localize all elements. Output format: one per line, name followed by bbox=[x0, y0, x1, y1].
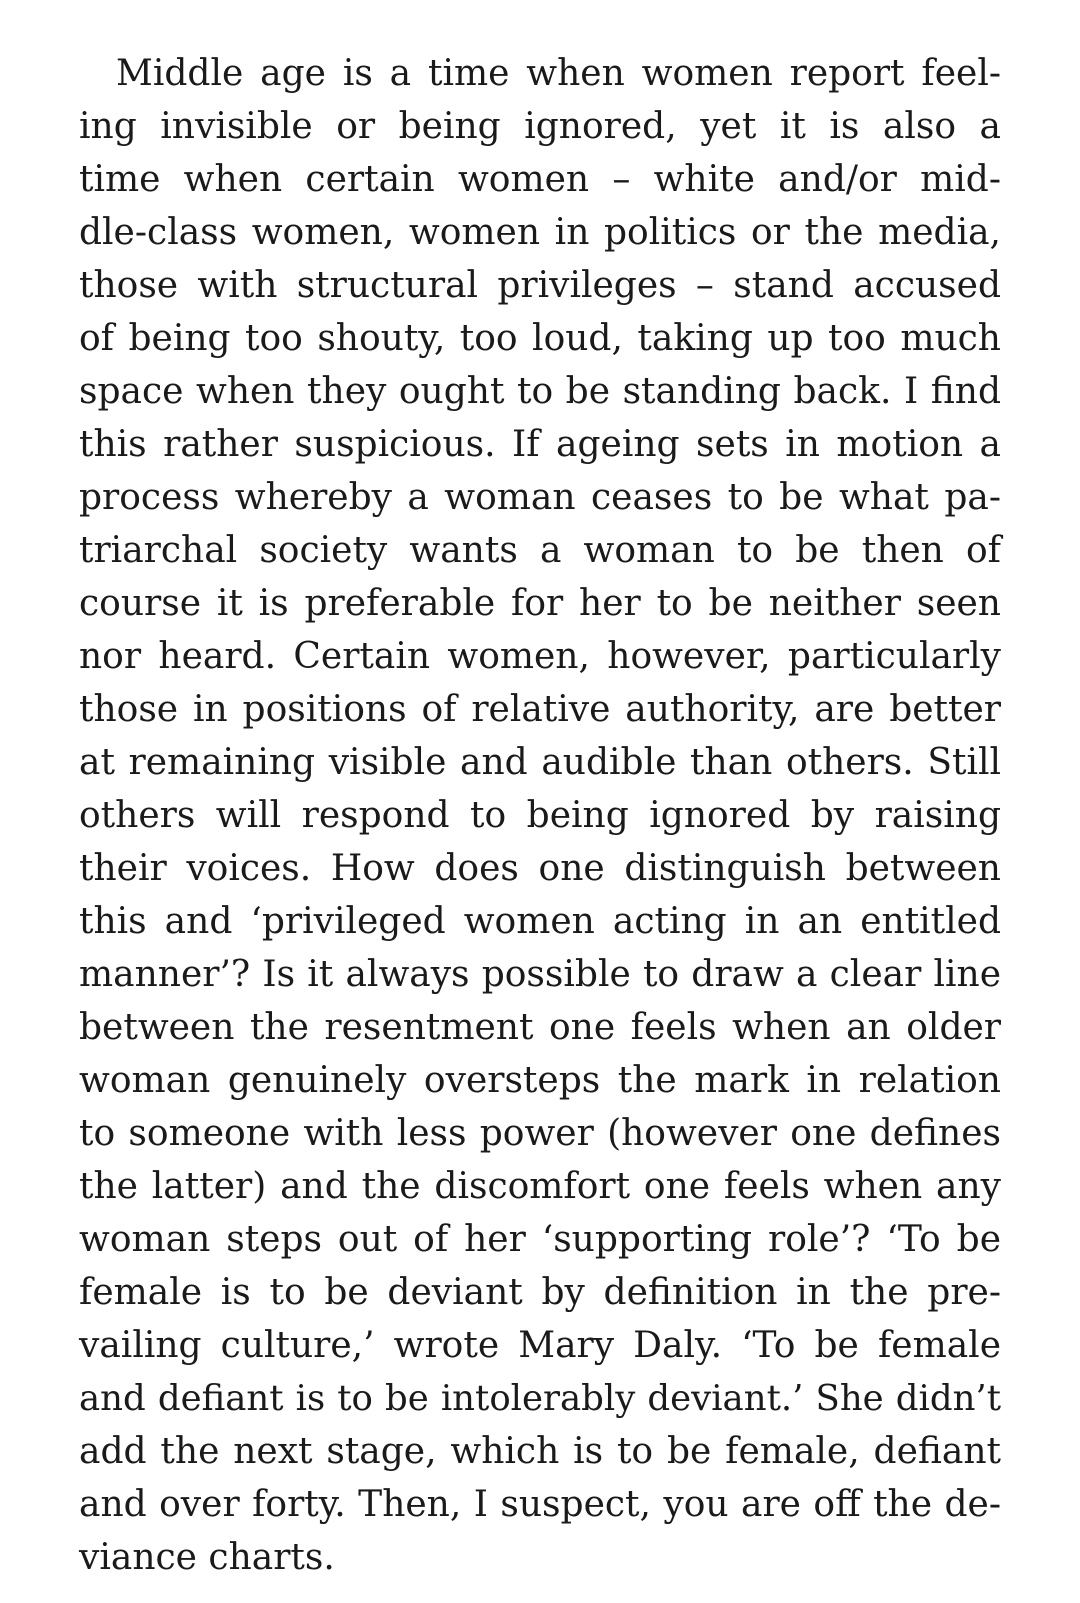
body-paragraph bbox=[79, 47, 1001, 1584]
text-line: dle-class women, women in politics or the media, bbox=[79, 212, 1001, 253]
text-line: viance charts. bbox=[79, 1537, 335, 1578]
text-line: at remaining visible and audible than others. Still bbox=[79, 742, 1001, 783]
text-line: process whereby a woman ceases to be what pa- bbox=[79, 477, 1001, 518]
text-line: female is to be deviant by definition in the pre- bbox=[79, 1272, 1001, 1313]
text-line: of being too shouty, too loud, taking up too much bbox=[79, 318, 1001, 359]
text-line: this and ‘privileged women acting in an entitled bbox=[79, 901, 1001, 942]
text-line: space when they ought to be standing back. I find bbox=[79, 371, 1001, 412]
text-line: woman steps out of her ‘supporting role’? ‘To be bbox=[79, 1219, 1001, 1260]
text-line: woman genuinely oversteps the mark in relation bbox=[79, 1060, 1001, 1101]
text-line: between the resentment one feels when an older bbox=[79, 1007, 1001, 1048]
text-line: others will respond to being ignored by raising bbox=[79, 795, 1001, 836]
text-line: Middle age is a time when women report feel- bbox=[116, 53, 1001, 94]
text-line: this rather suspicious. If ageing sets in motion a bbox=[79, 424, 1001, 465]
text-line: course it is preferable for her to be neither seen bbox=[79, 583, 1001, 624]
text-line: triarchal society wants a woman to be then of bbox=[79, 530, 1001, 571]
text-line: and over forty. Then, I suspect, you are off the de- bbox=[79, 1484, 1001, 1525]
text-line: nor heard. Certain women, however, particularly bbox=[79, 636, 1001, 677]
text-line: add the next stage, which is to be female, defiant bbox=[79, 1431, 1001, 1472]
text-line: those in positions of relative authority, are better bbox=[79, 689, 1001, 730]
text-line: their voices. How does one distinguish between bbox=[79, 848, 1001, 889]
text-line: manner’? Is it always possible to draw a clear line bbox=[79, 954, 1001, 995]
text-line: to someone with less power (however one defines bbox=[79, 1113, 1001, 1154]
text-line: the latter) and the discomfort one feels when any bbox=[79, 1166, 1001, 1207]
text-line: and defiant is to be intolerably deviant.’ She didn’t bbox=[79, 1378, 1001, 1419]
text-line: ing invisible or being ignored, yet it is also a bbox=[79, 106, 1001, 147]
text-line: vailing culture,’ wrote Mary Daly. ‘To be female bbox=[79, 1325, 1001, 1366]
text-line: time when certain women – white and/or mid- bbox=[79, 159, 1001, 200]
text-line: those with structural privileges – stand accused bbox=[79, 265, 1001, 306]
